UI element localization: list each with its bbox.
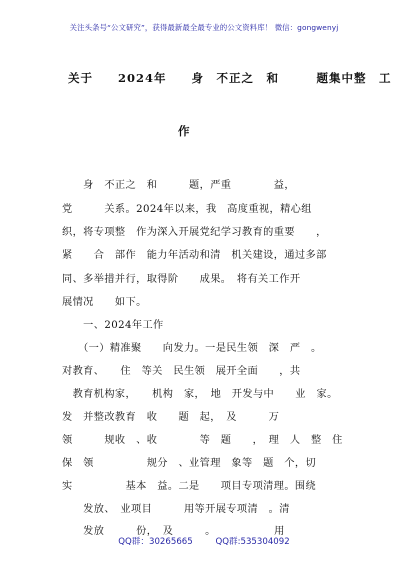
body-line-3: 织，将专项整 作为深入开展党纪学习教育的重要 ， xyxy=(62,227,327,238)
body-line-12: 领 规收 、收 等 题 ， 理 人 整 住 xyxy=(62,435,343,446)
watermark-footer xyxy=(0,535,408,547)
body-line-2: 党 关系。2024年以来，我 高度重视，精心组 xyxy=(62,204,312,215)
body-line-8: （一）精准聚 向发力。一是民生领 深 严 。 xyxy=(62,343,322,354)
body-line-11: 发 并整改教育 收 题 起， 及 万 xyxy=(62,412,280,423)
watermark-header-text: 关注头条号“公文研究”，获得最新最全最专业的公文资料库！ 微信：gongwenyj xyxy=(69,23,339,32)
body-line-14: 实 基本 益。二是 项目专项清理。围绕 xyxy=(62,481,317,492)
document-title-line-1: 关于 2024年 身 不正之 和 题集中整 工 xyxy=(68,71,392,85)
body-line-13: 保 领 规分 、业管理 象等 题 个，切 xyxy=(62,458,317,469)
body-line-16: 发放 份， 及 。 用 xyxy=(62,526,285,537)
body-line-6: 展情况 如下。 xyxy=(62,297,147,308)
body-line-9: 对教育、 住 等关 民生领 展开全面 ，共 xyxy=(62,366,301,377)
body-line-4: 紧 合 部作 能力年活动和清 机关建设，通过多部 xyxy=(62,250,327,261)
body-line-15: 发放、 业项目 用等开展专项清 。清 xyxy=(62,504,290,515)
footer-qq-group-1: QQ群：30265665 xyxy=(118,537,193,547)
footer-qq-group-2: QQ群:535304092 xyxy=(215,537,290,547)
body-line-1: 身 不正之 和 题，严重 益， xyxy=(62,180,295,191)
section-heading-1: 一、2024年工作 xyxy=(62,320,164,331)
body-line-10: 教育机构家， 机构 家， 地 开发与中 业 家。 xyxy=(62,389,338,400)
body-line-5: 同、多举措并行，取得阶 成果。 将有关工作开 xyxy=(62,274,301,285)
document-title-line-2: 作 xyxy=(178,124,190,138)
